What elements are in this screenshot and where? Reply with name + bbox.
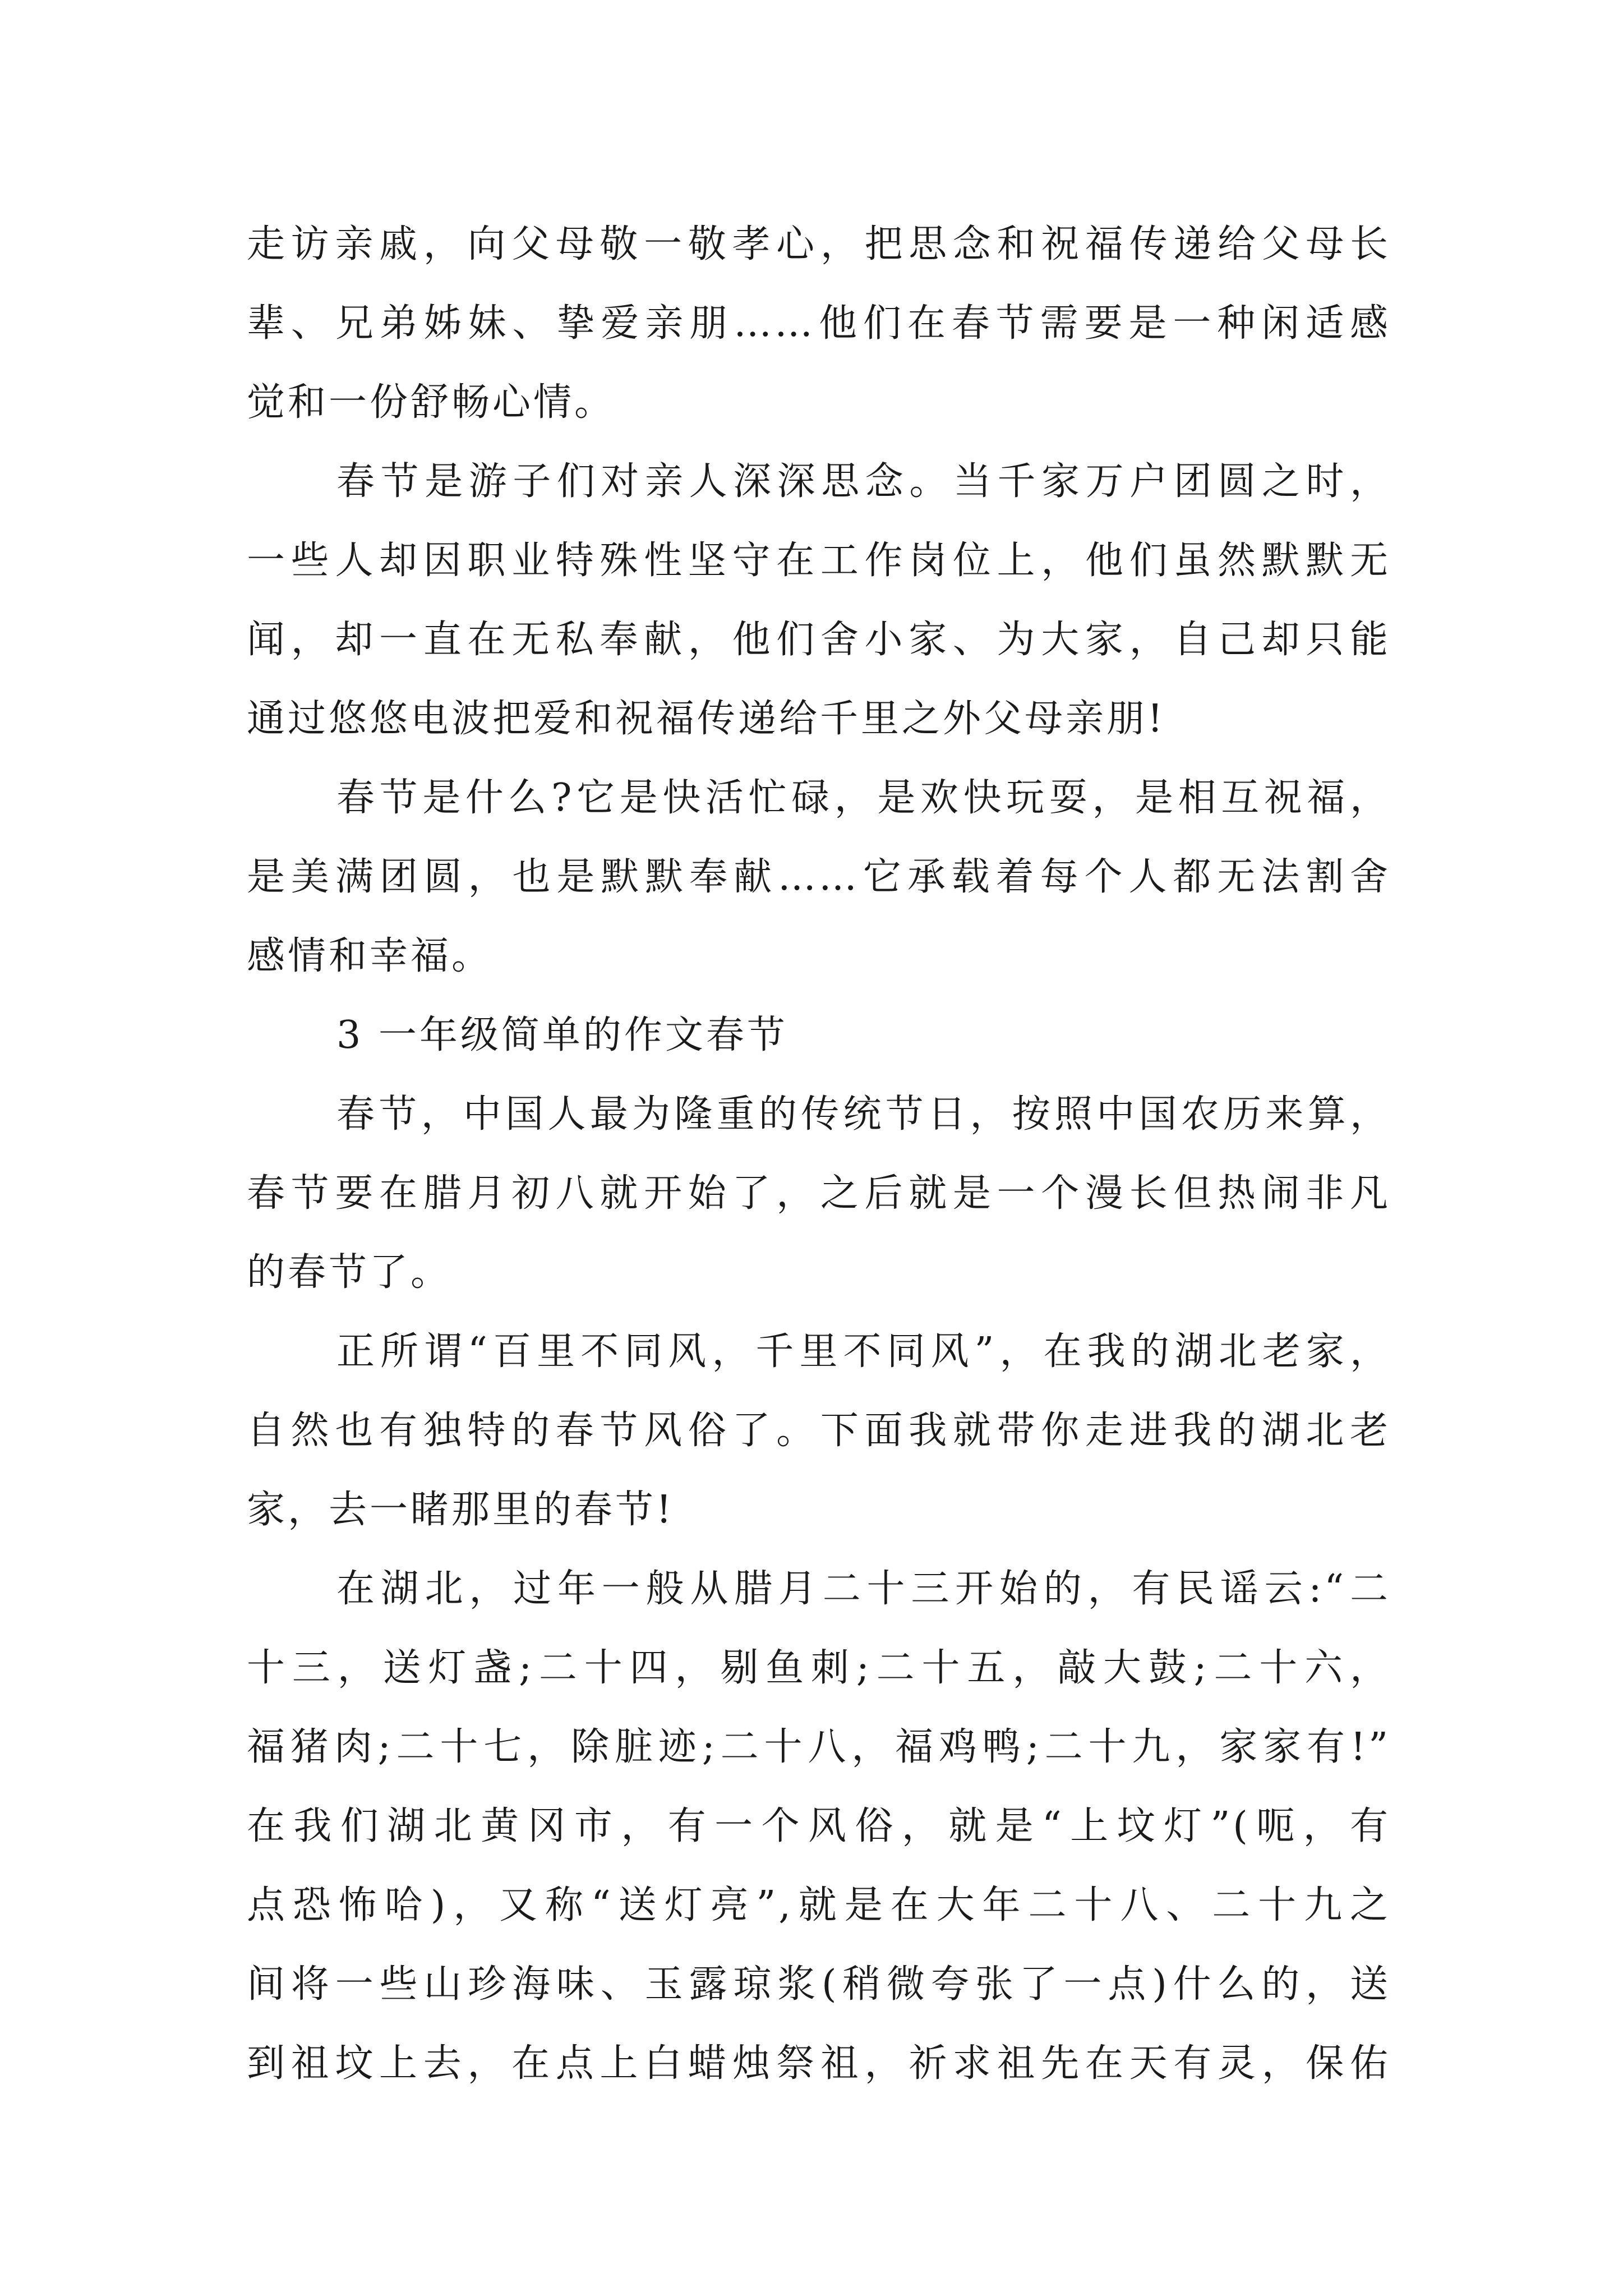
text-line: 闻，却一直在无私奉献，他们舍小家、为大家，自己却只能 xyxy=(247,618,1391,662)
text-line: 辈、兄弟姊妹、挚爱亲朋……他们在春节需要是一种闲适感 xyxy=(247,301,1391,346)
text-line: 春节是什么?它是快活忙碌，是欢快玩耍，是相互祝福， xyxy=(336,776,1391,820)
text-line: 福猪肉;二十七，除脏迹;二十八，福鸡鸭;二十九，家家有!” xyxy=(247,1725,1391,1769)
text-line: 在湖北，过年一般从腊月二十三开始的，有民谣云:“二 xyxy=(336,1567,1391,1611)
text-line: 通过悠悠电波把爱和祝福传递给千里之外父母亲朋! xyxy=(247,697,1166,741)
text-line: 间将一些山珍海味、玉露琼浆(稍微夸张了一点)什么的，送 xyxy=(247,1962,1391,2007)
text-line: 是美满团圆，也是默默奉献……它承载着每个人都无法割舍 xyxy=(247,855,1391,899)
text-line: 感情和幸福。 xyxy=(247,934,493,978)
text-line: 点恐怖哈)，又称“送灯亮”,就是在大年二十八、二十九之 xyxy=(247,1883,1391,1927)
text-line: 的春节了。 xyxy=(247,1250,452,1295)
text-line: 自然也有独特的春节风俗了。下面我就带你走进我的湖北老 xyxy=(247,1409,1391,1453)
text-line: 正所谓“百里不同风，千里不同风”，在我的湖北老家， xyxy=(336,1329,1391,1374)
text-line: 春节，中国人最为隆重的传统节日，按照中国农历来算， xyxy=(336,1092,1391,1137)
section-heading: 3 一年级简单的作文春节 xyxy=(336,1013,788,1057)
text-line: 家，去一睹那里的春节! xyxy=(247,1488,675,1532)
text-line: 觉和一份舒畅心情。 xyxy=(247,380,616,425)
text-line: 到祖坟上去，在点上白蜡烛祭祖，祈求祖先在天有灵，保佑 xyxy=(247,2041,1391,2086)
text-line: 在我们湖北黄冈市，有一个风俗，就是“上坟灯”(呃，有 xyxy=(247,1804,1391,1848)
text-line: 走访亲戚，向父母敬一敬孝心，把思念和祝福传递给父母长 xyxy=(247,222,1391,266)
text-line: 十三，送灯盏;二十四，剔鱼刺;二十五，敲大鼓;二十六， xyxy=(247,1646,1391,1690)
text-line: 一些人却因职业特殊性坚守在工作岗位上，他们虽然默默无 xyxy=(247,539,1391,583)
text-line: 春节要在腊月初八就开始了，之后就是一个漫长但热闹非凡 xyxy=(247,1171,1391,1216)
text-line: 春节是游子们对亲人深深思念。当千家万户团圆之时， xyxy=(336,459,1391,504)
